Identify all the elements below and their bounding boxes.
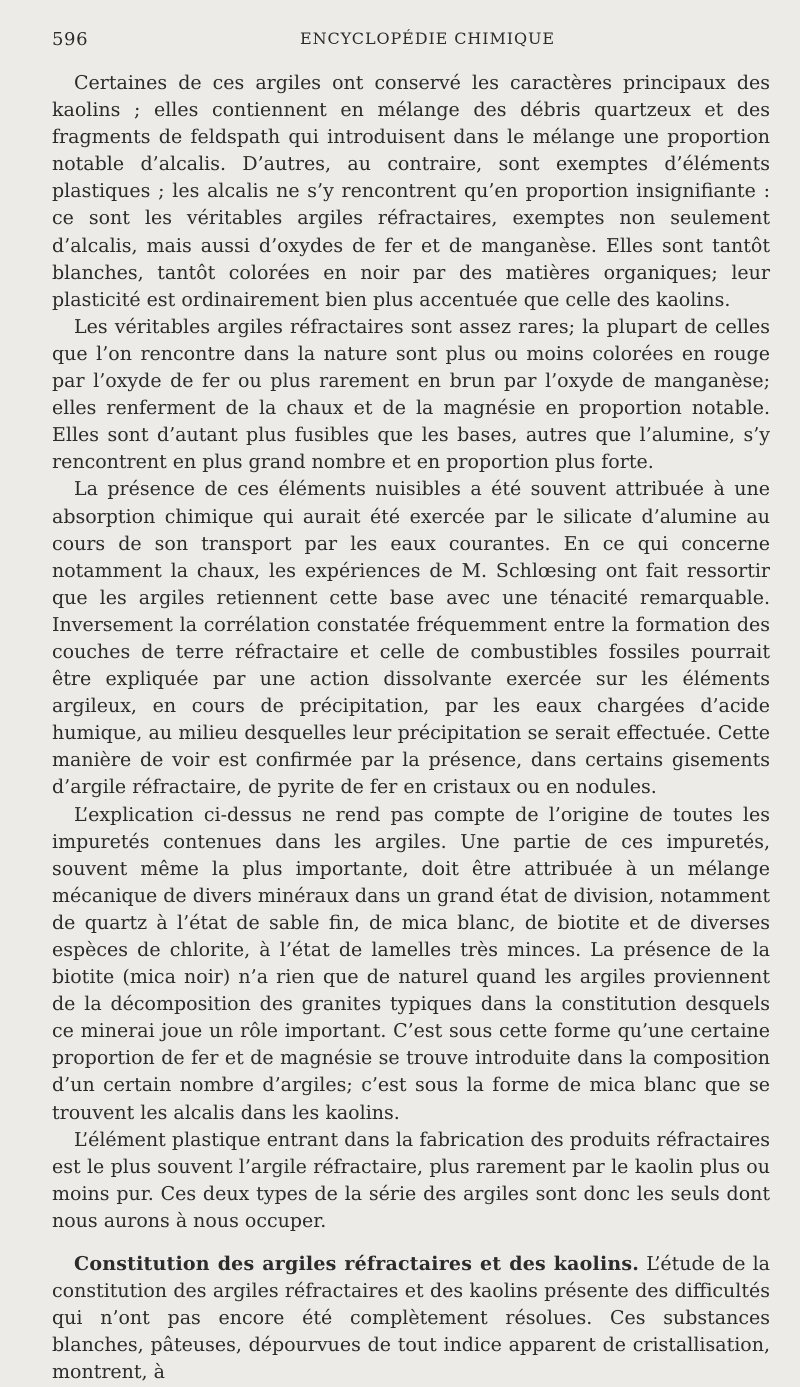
paragraph-impurities: L’explication ci-dessus ne rend pas compte de l’origine de toutes les impuretés contenues dans les argiles. Une partie de ces impuretés, souvent même la plus importante, doit être attribuée à un mélange mécanique de divers minéraux dans un grand état de division, notamment de quartz à l’état de sable fin, de mica blanc, de biotite et de diverses espèces de chlorite, à l’état de lamelles très minces. La présence de la biotite (mica noir) n’a rien que de naturel quand les argiles proviennent de la décomposition des granites typiques dans la constitution desquels ce minerai joue un rôle important. C’est sous cette forme qu’une certaine proportion de fer et de magnésie se trouve introduite dans la composition d’un certain nombre d’argiles; c’est sous la forme de mica blanc que se trouvent les alcalis dans les kaolins. [52, 803, 770, 1124]
section-heading: Constitution des argiles réfractaires et des kaolins. [74, 1253, 640, 1276]
page-number: 596 [52, 29, 89, 50]
page-body [52, 70, 770, 1387]
running-title: ENCYCLOPÉDIE CHIMIQUE [300, 29, 555, 48]
book-page [52, 26, 771, 1384]
section-paragraph [52, 1251, 770, 1386]
page-header [52, 26, 770, 56]
section-body-text: L’étude de la constitution des argiles réfractaires et des kaolins présente des difficultés qui n’ont pas encore été complètement résolues. Ces substances blanches, pâteuses, dépourvues de tout indice apparent de cristallisation, montrent, à [52, 1253, 771, 1384]
paragraph-refractory-clays: Les véritables argiles réfractaires sont assez rares; la plupart de celles que l’on rencontre dans la nature sont plus ou moins colorées en rouge par l’oxyde de fer ou plus rarement en brun par l’oxyde de manganèse; elles renferment de la chaux et de la magnésie en proportion notable. Elles sont d’autant plus fusibles que les bases, autres que l’alumine, s’y rencontrent en plus grand nombre et en proportion plus forte. [52, 315, 770, 474]
paragraph-harmful-elements: La présence de ces éléments nuisibles a été souvent attribuée à une absorption chimique qui aurait été exercée par le silicate d’alumine au cours de son transport par les eaux courantes. En ce qui concerne notamment la chaux, les expériences de M. Schlœsing ont fait ressortir que les argiles retiennent cette base avec une ténacité remarquable. Inversement la corrélation constatée fréquemment entre la formation des couches de terre réfractaire et celle de combustibles fossiles pourrait être expliquée par une action dissolvante exercée sur les éléments argileux, en cours de précipitation, par les eaux chargées d’acide humique, au milieu desquelles leur précipitation se serait effectuée. Cette manière de voir est confirmée par la présence, dans certains gisements d’argile réfractaire, de pyrite de fer en cristaux ou en nodules. [52, 478, 770, 799]
paragraph-kaolins: Certaines de ces argiles ont conservé les caractères principaux des kaolins ; elles contiennent en mélange des débris quartzeux et des fragments de feldspath qui introduisent dans le mélange une proportion notable d’alcalis. D’autres, au contraire, sont exemptes d’éléments plastiques ; les alcalis ne s’y rencontrent qu’en proportion insignifiante : ce sont les véritables argiles réfractaires, exemptes non seulement d’alcalis, mais aussi d’oxydes de fer et de manganèse. Elles sont tantôt blanches, tantôt colorées en noir par des matières organiques; leur plasticité est ordinairement bien plus accentuée que celle des kaolins. [52, 72, 770, 311]
paragraph-plastic-element: L’élément plastique entrant dans la fabrication des produits réfractaires est le plus souvent l’argile réfractaire, plus rarement par le kaolin plus ou moins pur. Ces deux types de la série des argiles sont donc les seuls dont nous aurons à nous occuper. [52, 1128, 770, 1232]
